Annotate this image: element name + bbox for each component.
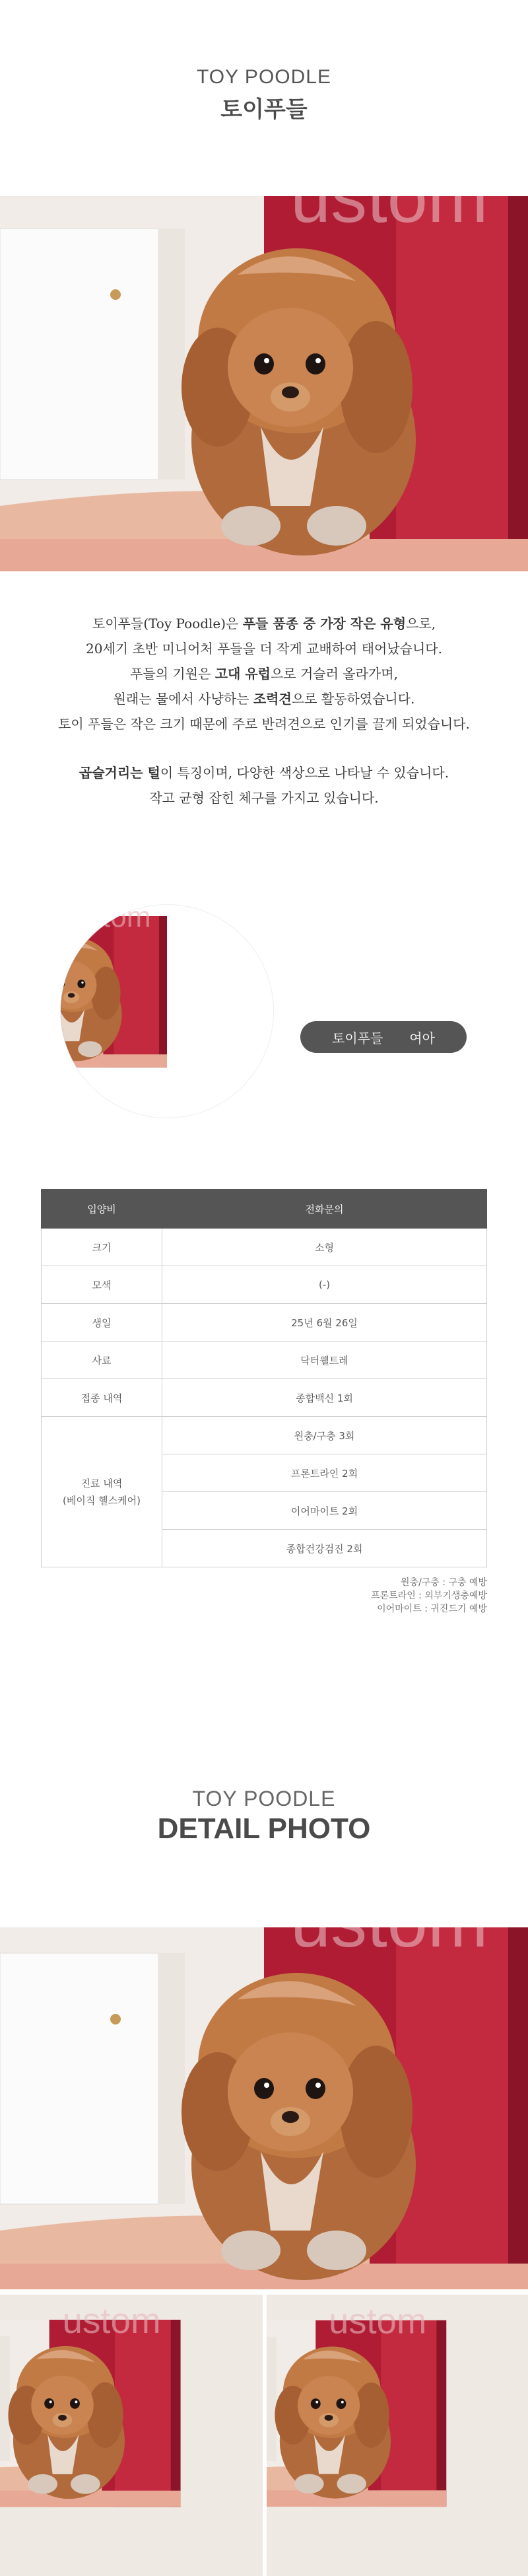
row-value: 25년 6월 26일 bbox=[162, 1304, 487, 1342]
phone-inquiry-header: 전화문의 bbox=[162, 1190, 487, 1229]
care-value: 프론트라인 2회 bbox=[162, 1454, 487, 1492]
care-value: 이어마이트 2회 bbox=[162, 1492, 487, 1530]
footnotes bbox=[371, 1576, 487, 1616]
breed-label: 토이푸들 bbox=[332, 1030, 383, 1046]
desc-line: 20세기 초반 미니어처 푸들을 더 작게 교배하여 태어났습니다. bbox=[86, 641, 442, 657]
detail-photo-large bbox=[0, 1927, 528, 2289]
desc-line: 푸들의 기원은 고대 유럽으로 거슬러 올라가며, bbox=[130, 666, 398, 682]
footnote: 이어마이트 : 귀진드기 예방 bbox=[377, 1604, 487, 1614]
breed-description bbox=[26, 611, 502, 810]
main-poodle-photo bbox=[0, 196, 528, 571]
table-row bbox=[42, 1229, 487, 1266]
detail-photo-right bbox=[267, 2295, 528, 2576]
row-label: 접종 내역 bbox=[42, 1379, 162, 1417]
desc-line: 토이푸들(Toy Poodle)은 푸들 품종 중 가장 작은 유형으로, bbox=[92, 616, 436, 631]
info-table bbox=[41, 1189, 487, 1567]
table-row bbox=[42, 1379, 487, 1417]
detail-photo-title: DETAIL PHOTO bbox=[157, 1812, 371, 1845]
detail-photo-left bbox=[0, 2295, 263, 2576]
header-english-title: TOY POODLE bbox=[197, 66, 331, 88]
table-row bbox=[42, 1266, 487, 1304]
row-value: 소형 bbox=[162, 1229, 487, 1266]
row-label: 크기 bbox=[42, 1229, 162, 1266]
breed-sex-badge bbox=[300, 1021, 467, 1053]
desc-line: 작고 균형 잡힌 체구를 가지고 있습니다. bbox=[149, 790, 379, 806]
adoption-fee-header: 입양비 bbox=[42, 1190, 162, 1229]
care-history-label: 진료 내역 (베이직 헬스케어) bbox=[42, 1417, 162, 1567]
row-label: 사료 bbox=[42, 1342, 162, 1379]
table-row bbox=[42, 1304, 487, 1342]
desc-line: 곱슬거리는 털이 특징이며, 다양한 색상으로 나타날 수 있습니다. bbox=[79, 765, 449, 781]
row-value: (-) bbox=[162, 1266, 487, 1304]
row-label: 모색 bbox=[42, 1266, 162, 1304]
sex-label: 여아 bbox=[409, 1030, 435, 1046]
detail-photo-header bbox=[0, 1787, 528, 1845]
desc-line: 원래는 물에서 사냥하는 조력견으로 활동하였습니다. bbox=[113, 691, 415, 707]
care-value: 종합건강검진 2회 bbox=[162, 1530, 487, 1567]
row-value: 종합백신 1회 bbox=[162, 1379, 487, 1417]
circle-poodle-photo bbox=[61, 905, 273, 1118]
table-header-row bbox=[42, 1190, 487, 1229]
footnote: 프론트라인 : 외부기생충예방 bbox=[371, 1591, 487, 1601]
table-row bbox=[42, 1417, 487, 1454]
page-header bbox=[0, 66, 528, 124]
detail-english-title: TOY POODLE bbox=[192, 1787, 336, 1810]
desc-line: 토이 푸들은 작은 크기 때문에 주로 반려견으로 인기를 끌게 되었습니다. bbox=[58, 716, 470, 732]
row-value: 닥터웰트레 bbox=[162, 1342, 487, 1379]
care-value: 원충/구충 3회 bbox=[162, 1417, 487, 1454]
header-korean-title: 토이푸들 bbox=[220, 96, 308, 123]
footnote: 원충/구충 : 구충 예방 bbox=[401, 1577, 487, 1588]
table-row bbox=[42, 1342, 487, 1379]
row-label: 생일 bbox=[42, 1304, 162, 1342]
